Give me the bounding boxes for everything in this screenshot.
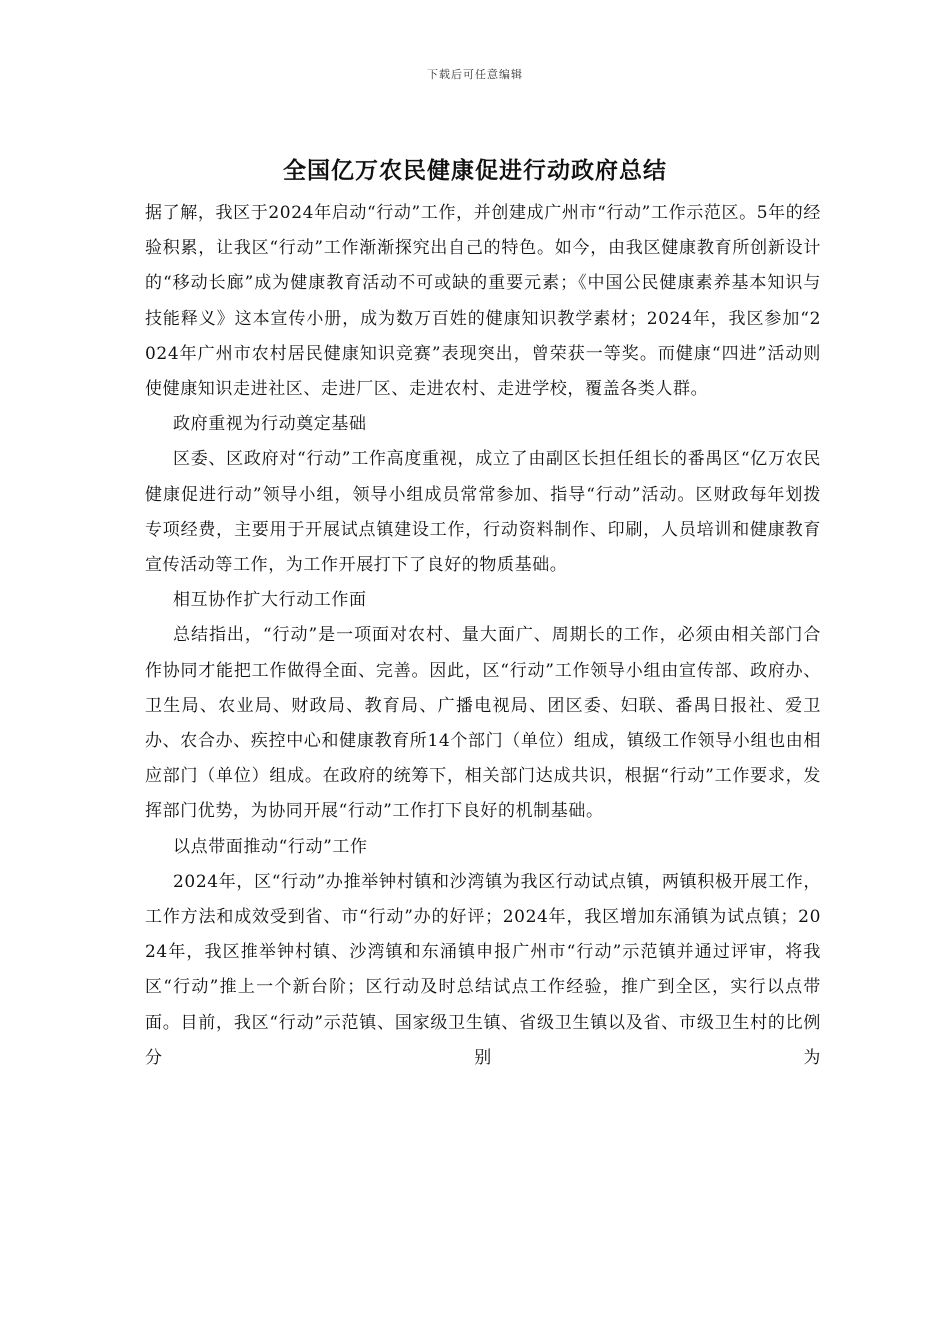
section-heading-government: 政府重视为行动奠定基础 xyxy=(173,414,367,435)
paragraph-intro: 据了解，我区于2024年启动“行动”工作，并创建成广州市“行动”工作示范区。5年的经验积累，让我区“行动”工作渐渐探究出自己的特色。如今，由我区健康教育所创新设计的“移动长廊”成为健康教育活动不可或缺的重要元素；《中国公民健康素养基本知识与技能释义》这本宣传小册，成为数万百姓的健康知识教学素材；2024年，我区参加“2024年广州市农村居民健康知识竞赛”表现突出，曾荣获一等奖。而健康“四进”活动则使健康知识走进社区、走进厂区、走进农村、走进学校，覆盖各类人群。 xyxy=(145,203,821,400)
document-title: 全国亿万农民健康促进行动政府总结 xyxy=(283,157,667,184)
section-heading-cooperation: 相互协作扩大行动工作面 xyxy=(173,590,367,611)
paragraph-cooperation: 总结指出，“行动”是一项面对农村、量大面广、周期长的工作，必须由相关部门合作协同才能把工作做得全面、完善。因此，区“行动”工作领导小组由宣传部、政府办、卫生局、农业局、财政局、教育局、广播电视局、团区委、妇联、番禺日报社、爱卫办、农合办、疾控中心和健康教育所14个部门（单位）组成，镇级工作领导小组也由相应部门（单位）组成。在政府的统筹下，相关部门达成共识，根据“行动”工作要求，发挥部门优势，为协同开展“行动”工作打下良好的机制基础。 xyxy=(145,625,821,822)
header-note: 下载后可任意编辑 xyxy=(427,68,523,81)
section-heading-pilot: 以点带面推动“行动”工作 xyxy=(173,836,368,857)
document-body xyxy=(145,196,821,1076)
paragraph-government: 区委、区政府对“行动”工作高度重视，成立了由副区长担任组长的番禺区“亿万农民健康促进行动”领导小组，领导小组成员常常参加、指导“行动”活动。区财政每年划拨专项经费，主要用于开展试点镇建设工作，行动资料制作、印刷，人员培训和健康教育宣传活动等工作，为工作开展打下了良好的物质基础。 xyxy=(145,449,821,576)
paragraph-pilot: 2024年，区“行动”办推举钟村镇和沙湾镇为我区行动试点镇，两镇积极开展工作，工作方法和成效受到省、市“行动”办的好评；2024年，我区增加东涌镇为试点镇；2024年，我区推举钟村镇、沙湾镇和东涌镇申报广州市“行动”示范镇并通过评审，将我区“行动”推上一个新台阶；区行动及时总结试点工作经验，推广到全区，实行以点带面。目前，我区“行动”示范镇、国家级卫生镇、省级卫生镇以及省、市级卫生村的比例分别为 xyxy=(145,871,821,1068)
